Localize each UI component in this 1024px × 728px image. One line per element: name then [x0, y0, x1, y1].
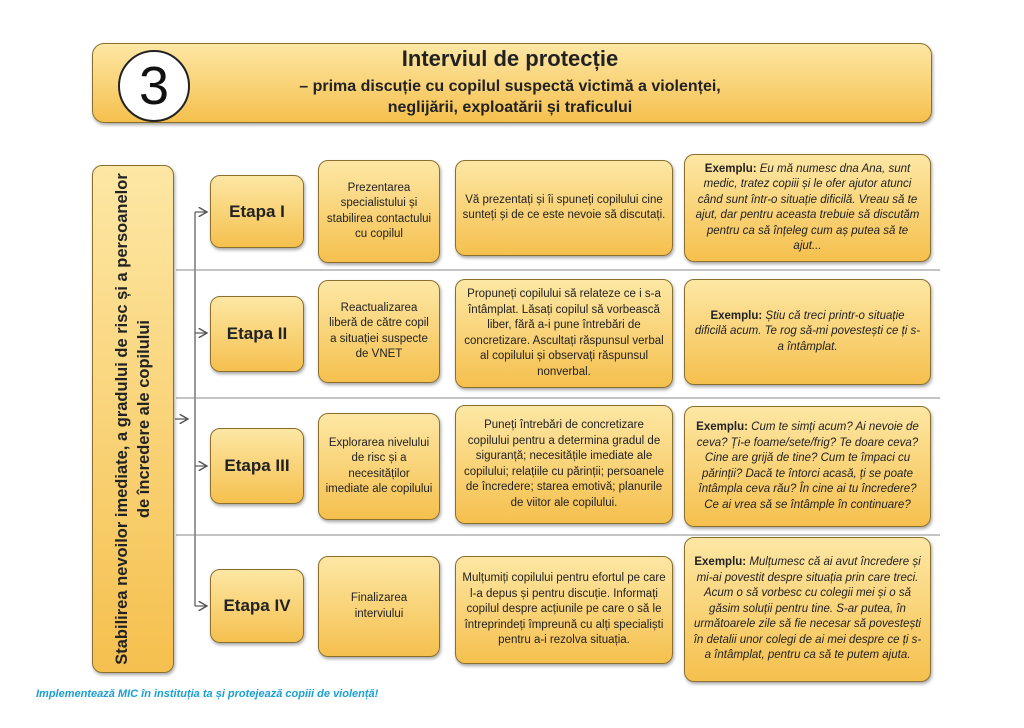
stage-1-example-text: Eu mă numesc dna Ana, sunt medic, tratez copiii și le ofer ajutor atunci când sunt într-o situație dificilă. Vreau să te ajut, dar pentru aceasta trebuie să discutăm pentru ca să înțeleg cum aș putea să te ajut... — [695, 162, 920, 252]
page-title: Interviul de protecție — [401, 46, 619, 71]
stage-3-action: Puneți întrebări de concretizare copilului pentru a determina gradul de siguranță; necesitățile imediate ale copilului; relațiile cu părinții; persoanele de încredere; starea emotivă; planurile de viitor ale copilului. — [455, 405, 673, 524]
stage-1-name: Prezentarea specialistului și stabilirea contactului cu copilul — [318, 160, 440, 263]
stage-2-label: Etapa II — [210, 296, 304, 372]
stage-3-example-text: Cum te simți acum? Ai nevoie de ceva? Ți-e foame/sete/frig? Te doare ceva? Cine are grijă de tine? Cum te împaci cu părinții? Dacă te întorci acasă, ți se poate întâmpla ceva rău? În cine ai tu încredere? Ce ai vrea să se întâmple în continuare? — [696, 421, 919, 511]
stage-3-example-label: Exemplu: — [696, 421, 748, 433]
subtitle-line-1: – prima discuție cu copilul suspectă victimă a violenței, — [299, 78, 721, 95]
stage-4-example-text: Mulțumesc că ai avut încredere și mi-ai povestit despre situația prin care treci. Acum o să vorbesc cu colegii mei și o să găsim soluții pentru tine. S-ar putea, în următoarele zile să fie necesar să povestești în detalii unor colegi de ai mei despre ce ți s-a întâmplat, pentru ca să te putem ajuta. — [693, 556, 922, 662]
stage-3-label: Etapa III — [210, 428, 304, 504]
stage-1-label: Etapa I — [210, 175, 304, 248]
subtitle-line-2: neglijării, exploatării și traficului — [387, 99, 633, 116]
stage-4-example — [684, 537, 931, 682]
section-number-badge: 3 — [118, 50, 190, 122]
side-label-text: Stabilirea nevoilor imediate, a gradului de risc și a persoanelor de încredere ale copilului — [113, 173, 153, 665]
stage-1-example-label: Exemplu: — [704, 162, 757, 175]
stage-1-action: Vă prezentați și îi spuneți copilului cine sunteți și de ce este nevoie să discutați. — [455, 160, 673, 256]
stage-4-name: Finalizarea interviului — [318, 556, 440, 657]
stage-2-example-label: Exemplu: — [710, 309, 763, 322]
stage-4-example-label: Exemplu: — [694, 556, 747, 569]
stage-3-example — [684, 406, 931, 527]
stage-4-label: Etapa IV — [210, 569, 304, 643]
stage-1-example — [684, 154, 931, 262]
footer-slogan: Implementează MIC în instituția ta și protejează copiii de violență! — [36, 688, 379, 700]
stage-3-name: Explorarea nivelului de risc și a necesităților imediate ale copilului — [318, 413, 440, 520]
stage-2-action: Propuneți copilului să relateze ce i s-a întâmplat. Lăsați copilul să vorbească liber, fără a-i pune întrebări de concretizare. Ascultați răspunsul verbal al copilului și observați răspunsul nonverbal. — [455, 279, 673, 388]
stage-2-name: Reactualizarea liberă de către copil a situației suspecte de VNET — [318, 280, 440, 383]
stage-4-action: Mulțumiți copilului pentru efortul pe care l-a depus și pentru discuție. Informați copilul despre acțiunile pe care o să le întreprindeți împreună cu alți specialiști pentru a-i rezolva situația. — [455, 556, 673, 664]
stage-2-example — [684, 279, 931, 385]
stage-2-example-text: Știu că treci printr-o situație dificilă acum. Te rog să-mi povestești ce ți s-a întâmplat. — [694, 309, 921, 353]
